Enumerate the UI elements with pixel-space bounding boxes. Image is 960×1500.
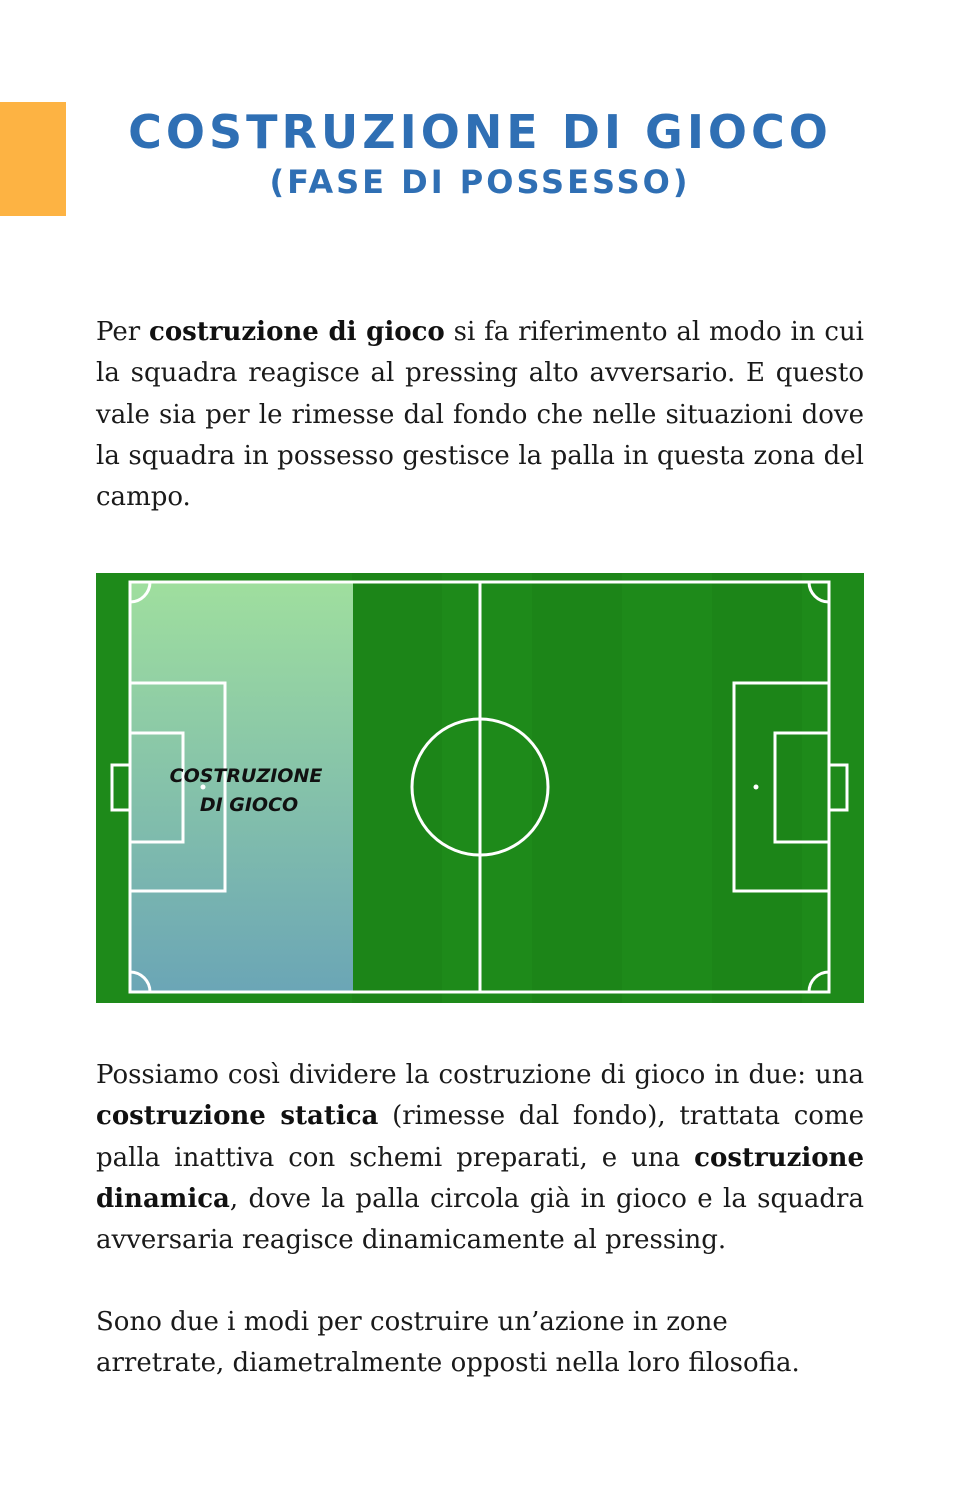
- intro-text-2: si fa riferimento al modo in cui la squadra reagisce al pressing alto avversario. E questo vale sia per le rimesse dal fondo che nelle situazioni dove la squadra in possesso gestisce la palla in questa zona del campo.: [96, 317, 865, 513]
- page-title: COSTRUZIONE DI GIOCO: [128, 105, 832, 159]
- intro-bold-term: costruzione di gioco: [149, 317, 445, 347]
- zone-label-line1: COSTRUZIONE: [169, 765, 323, 787]
- page-subtitle: (FASE DI POSSESSO): [269, 163, 691, 201]
- static-build-up-term: costruzione statica: [96, 1101, 379, 1132]
- grass-stripe: [352, 573, 442, 1003]
- build-up-types-paragraph: [96, 1055, 864, 1261]
- p2-text-1: Possiamo così dividere la costruzione di gioco in due: una: [96, 1060, 864, 1090]
- p2-text-2: (rimesse dal fondo), trattata come palla inattiva con schemi preparati, e una: [96, 1101, 864, 1173]
- football-pitch-diagram: [96, 573, 864, 1003]
- pitch-svg: [96, 573, 864, 1003]
- intro-paragraph: [96, 312, 864, 518]
- build-up-zone: [130, 583, 353, 991]
- dynamic-build-up-term: costruzione dinamica: [96, 1142, 864, 1214]
- right-penalty-spot: [754, 785, 759, 790]
- p2-text-3: , dove la palla circola già in gioco e la squadra avversaria reagisce dinamicamente al pressing.: [96, 1183, 864, 1256]
- intro-text-1: Per: [96, 317, 149, 347]
- zone-label-line2: DI GIOCO: [199, 794, 299, 816]
- grass-stripe: [532, 573, 622, 1003]
- closing-paragraph: Sono due i modi per costruire un’azione in zone arretrate, diametralmente opposti nella loro filosofia.: [96, 1307, 800, 1379]
